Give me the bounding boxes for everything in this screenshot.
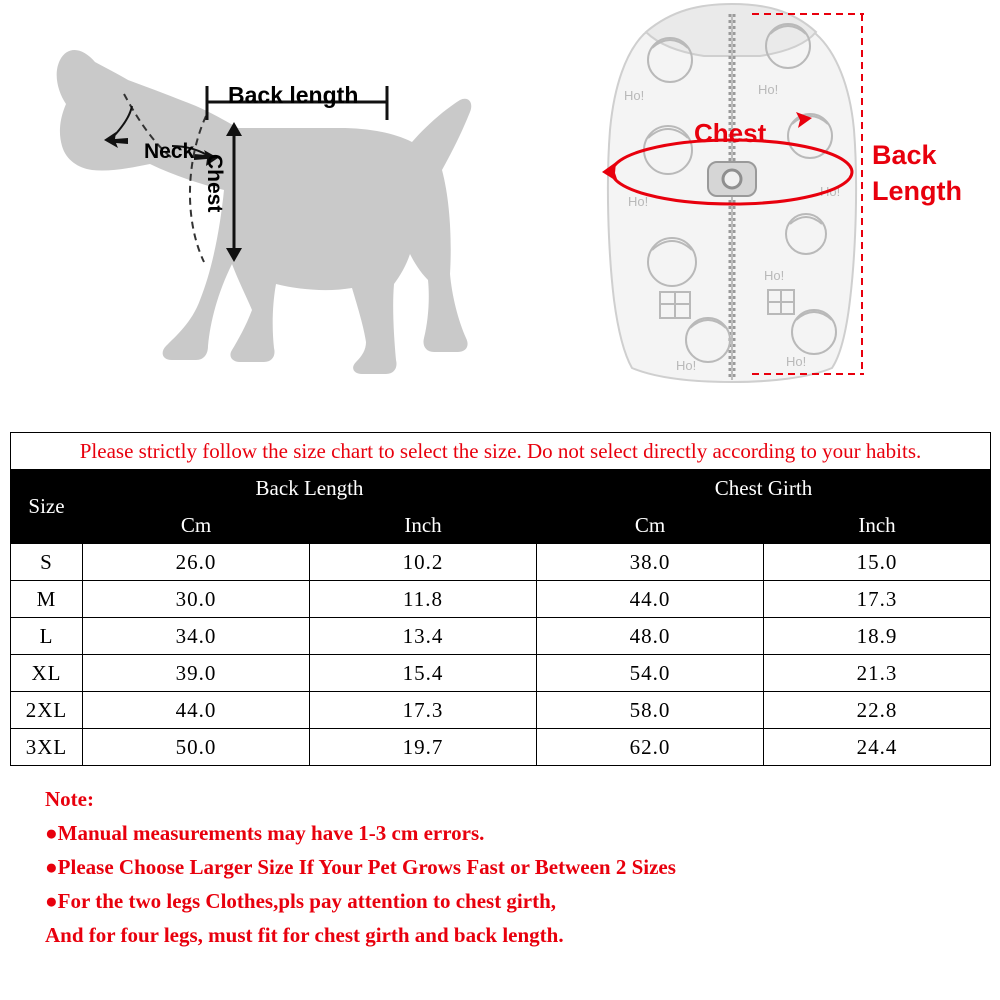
- header-back-length: Back Length: [83, 470, 537, 507]
- cell-chest-cm: 48.0: [537, 618, 764, 655]
- svg-text:Ho!: Ho!: [764, 268, 785, 283]
- cell-chest-inch: 15.0: [764, 544, 991, 581]
- table-row: [11, 581, 991, 618]
- cell-chest-cm: 44.0: [537, 581, 764, 618]
- cell-size: L: [11, 618, 83, 655]
- cell-size: XL: [11, 655, 83, 692]
- header-chest-inch: Inch: [764, 507, 991, 544]
- vest-svg: [520, 0, 1000, 420]
- cell-chest-cm: 58.0: [537, 692, 764, 729]
- notes-section: [45, 782, 965, 952]
- cell-back-cm: 30.0: [83, 581, 310, 618]
- header-back-inch: Inch: [310, 507, 537, 544]
- note-line: And for four legs, must fit for chest girth and back length.: [45, 923, 564, 948]
- cell-size: S: [11, 544, 83, 581]
- note-line: ●Please Choose Larger Size If Your Pet Grows Fast or Between 2 Sizes: [45, 855, 676, 880]
- cell-chest-cm: 62.0: [537, 729, 764, 766]
- dog-diagram: [0, 0, 520, 420]
- cell-back-cm: 44.0: [83, 692, 310, 729]
- cell-back-inch: 19.7: [310, 729, 537, 766]
- cell-chest-cm: 38.0: [537, 544, 764, 581]
- table-row: [11, 692, 991, 729]
- cell-chest-inch: 17.3: [764, 581, 991, 618]
- label-neck: Neck: [144, 140, 195, 163]
- table-group-header-row: [11, 470, 991, 507]
- note-line: ●Manual measurements may have 1-3 cm errors.: [45, 821, 485, 846]
- header-chest-cm: Cm: [537, 507, 764, 544]
- size-chart-table: [10, 432, 991, 766]
- label-back-vest-line2: Length: [872, 176, 962, 206]
- cell-back-cm: 26.0: [83, 544, 310, 581]
- vest-diagram: [520, 0, 1000, 420]
- cell-back-inch: 11.8: [310, 581, 537, 618]
- svg-text:Ho!: Ho!: [624, 88, 645, 103]
- cell-chest-cm: 54.0: [537, 655, 764, 692]
- table-unit-header-row: [11, 507, 991, 544]
- header-chest-girth: Chest Girth: [537, 470, 991, 507]
- svg-text:Ho!: Ho!: [628, 194, 649, 209]
- svg-text:Ho!: Ho!: [676, 358, 697, 373]
- cell-chest-inch: 22.8: [764, 692, 991, 729]
- cell-chest-inch: 24.4: [764, 729, 991, 766]
- vest-buckle-ring: [723, 170, 741, 188]
- cell-back-inch: 17.3: [310, 692, 537, 729]
- cell-back-inch: 15.4: [310, 655, 537, 692]
- cell-back-inch: 13.4: [310, 618, 537, 655]
- header-back-cm: Cm: [83, 507, 310, 544]
- svg-text:Ho!: Ho!: [786, 354, 807, 369]
- cell-chest-inch: 18.9: [764, 618, 991, 655]
- cell-back-inch: 10.2: [310, 544, 537, 581]
- table-row: [11, 655, 991, 692]
- cell-chest-inch: 21.3: [764, 655, 991, 692]
- cell-back-cm: 39.0: [83, 655, 310, 692]
- size-chart-table-wrap: [10, 432, 990, 766]
- cell-size: M: [11, 581, 83, 618]
- label-chest-dog: Chest: [203, 154, 226, 213]
- table-row: [11, 544, 991, 581]
- header-size: Size: [11, 470, 83, 544]
- cell-back-cm: 34.0: [83, 618, 310, 655]
- table-row: [11, 729, 991, 766]
- illustration-area: [0, 0, 1000, 420]
- label-back-length: Back length: [228, 82, 359, 108]
- dog-silhouette-svg: [0, 0, 520, 420]
- cell-size: 3XL: [11, 729, 83, 766]
- table-notice-row: [11, 433, 991, 470]
- notes-title: Note:: [45, 787, 94, 811]
- cell-size: 2XL: [11, 692, 83, 729]
- svg-text:Ho!: Ho!: [758, 82, 779, 97]
- cell-back-cm: 50.0: [83, 729, 310, 766]
- table-row: [11, 618, 991, 655]
- table-notice: Please strictly follow the size chart to select the size. Do not select directly according to your habits.: [11, 433, 991, 470]
- label-back-vest-line1: Back: [872, 140, 937, 170]
- note-line: ●For the two legs Clothes,pls pay attention to chest girth,: [45, 889, 557, 914]
- svg-text:Ho!: Ho!: [820, 184, 841, 199]
- label-chest-vest: Chest: [694, 118, 767, 148]
